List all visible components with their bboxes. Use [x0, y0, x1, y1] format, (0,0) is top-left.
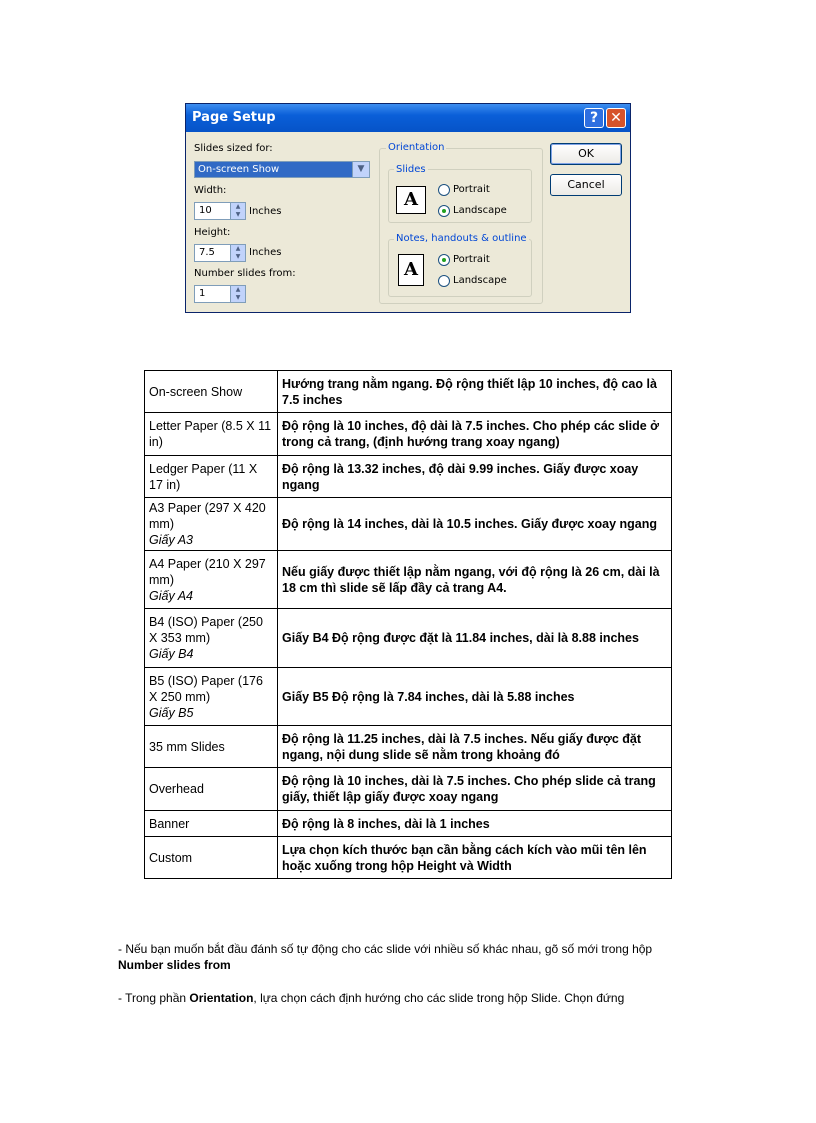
table-row: [145, 837, 672, 879]
notes-group-label: Notes, handouts & outline: [396, 233, 527, 244]
slides-landscape-radio[interactable]: [438, 205, 450, 217]
paragraph-bold: Orientation: [189, 991, 254, 1005]
notes-portrait-radio[interactable]: [438, 254, 450, 266]
slides-sized-for-label: Slides sized for:: [194, 143, 273, 154]
paper-name-cell: [145, 726, 278, 768]
width-label: Width:: [194, 185, 227, 196]
table-row: [145, 726, 672, 768]
paper-name: Letter Paper (8.5 X 11 in): [149, 419, 272, 449]
paper-name: On-screen Show: [149, 384, 243, 399]
paper-description-cell: Hướng trang nằm ngang. Độ rộng thiết lập 10 inches, độ cao là 7.5 inches: [278, 371, 672, 413]
paper-name-cell: [145, 668, 278, 726]
paper-note: Giấy A3: [149, 533, 194, 547]
slides-group-label: Slides: [396, 164, 426, 175]
table-row: [145, 456, 672, 498]
notes-landscape-label[interactable]: Landscape: [453, 275, 507, 286]
page-setup-dialog: [185, 103, 631, 313]
close-button[interactable]: ✕: [606, 108, 626, 128]
slides-landscape-label[interactable]: Landscape: [453, 205, 507, 216]
paper-name-cell: [145, 811, 278, 837]
table-row: [145, 498, 672, 551]
height-value: 7.5: [199, 247, 215, 258]
paper-name-cell: [145, 371, 278, 413]
width-unit: Inches: [249, 206, 282, 217]
paragraph-text: , lựa chọn cách định hướng cho các slide trong hộp Slide. Chọn đứng: [253, 991, 625, 1005]
paper-name: Custom: [149, 850, 193, 865]
table-row: [145, 551, 672, 609]
table-row: [145, 768, 672, 811]
slides-sized-for-select[interactable]: [194, 161, 370, 178]
paragraph-number-slides: [118, 941, 698, 973]
paragraph-bold: Number slides from: [118, 958, 231, 972]
portrait-a-icon: A: [398, 254, 424, 286]
paper-name: Overhead: [149, 782, 204, 796]
paper-description-cell: Độ rộng là 10 inches, độ dài là 7.5 inches. Cho phép các slide ở trong cả trang, (định hướng trang xoay ngang): [278, 413, 672, 456]
paper-description-cell: Độ rộng là 8 inches, dài là 1 inches: [278, 811, 672, 837]
paper-description-cell: Giấy B4 Độ rộng được đặt là 11.84 inches, dài là 8.88 inches: [278, 609, 672, 668]
paper-name-cell: [145, 413, 278, 456]
slides-sized-for-value: On-screen Show: [198, 164, 280, 175]
dialog-title: Page Setup: [192, 110, 276, 125]
landscape-a-icon: A: [396, 186, 426, 214]
paper-size-table: [144, 370, 672, 879]
slides-portrait-label[interactable]: Portrait: [453, 184, 490, 195]
paper-name: A4 Paper (210 X 297 mm): [149, 556, 266, 587]
cancel-button[interactable]: Cancel: [550, 174, 622, 196]
paper-description-cell: Nếu giấy được thiết lập nằm ngang, với độ rộng là 26 cm, dài là 18 cm thì slide sẽ lấp đầy cả trang A4.: [278, 551, 672, 609]
table-row: [145, 371, 672, 413]
dialog-titlebar: [186, 104, 630, 132]
table-row: [145, 413, 672, 456]
paragraph-orientation: [118, 990, 698, 1006]
paragraph-text: - Nếu bạn muốn bắt đầu đánh số tự động cho các slide với nhiều số khác nhau, gõ số mới trong hộp: [118, 942, 653, 956]
paper-name: A3 Paper (297 X 420 mm): [149, 501, 266, 531]
paragraph-text: - Trong phần: [118, 991, 190, 1005]
table-row: [145, 668, 672, 726]
height-unit: Inches: [249, 247, 282, 258]
height-label: Height:: [194, 227, 231, 238]
orientation-label: Orientation: [388, 142, 445, 153]
paper-name-cell: [145, 456, 278, 498]
height-spinner[interactable]: [194, 244, 246, 262]
paper-name: Banner: [149, 816, 190, 831]
slides-portrait-radio[interactable]: [438, 184, 450, 196]
notes-portrait-label[interactable]: Portrait: [453, 254, 490, 265]
number-slides-value: 1: [199, 288, 206, 299]
paper-name-cell: [145, 837, 278, 879]
paper-name: 35 mm Slides: [149, 739, 225, 754]
paper-name: B4 (ISO) Paper (250 X 353 mm): [149, 615, 263, 645]
paper-description-cell: Giấy B5 Độ rộng là 7.84 inches, dài là 5.88 inches: [278, 668, 672, 726]
paper-name: Ledger Paper (11 X 17 in): [149, 461, 258, 492]
paper-name-cell: [145, 609, 278, 668]
help-button[interactable]: ?: [584, 108, 604, 128]
number-slides-label: Number slides from:: [194, 268, 296, 279]
spin-arrows-icon[interactable]: ▲ ▼: [230, 203, 245, 219]
ok-button[interactable]: OK: [550, 143, 622, 165]
paper-description-cell: Độ rộng là 11.25 inches, dài là 7.5 inches. Nếu giấy được đặt ngang, nội dung slide sẽ nằm trong khoảng đó: [278, 726, 672, 768]
paper-note: Giấy B5: [149, 705, 194, 720]
paper-note: Giấy B4: [149, 647, 194, 661]
notes-landscape-radio[interactable]: [438, 275, 450, 287]
number-slides-spinner[interactable]: [194, 285, 246, 303]
width-spinner[interactable]: [194, 202, 246, 220]
paper-description-cell: Lựa chọn kích thước bạn cần bằng cách kích vào mũi tên lên hoặc xuống trong hộp Height và Width: [278, 837, 672, 879]
paper-description-cell: Độ rộng là 13.32 inches, độ dài 9.99 inches. Giấy được xoay ngang: [278, 456, 672, 498]
paper-note: Giấy A4: [149, 588, 194, 603]
spin-arrows-icon[interactable]: ▲ ▼: [230, 245, 245, 261]
paper-name: B5 (ISO) Paper (176 X 250 mm): [149, 673, 263, 704]
paper-description-cell: Độ rộng là 10 inches, dài là 7.5 inches. Cho phép slide cả trang giấy, thiết lập giấy được xoay ngang: [278, 768, 672, 811]
table-row: [145, 811, 672, 837]
paper-name-cell: [145, 768, 278, 811]
width-value: 10: [199, 205, 212, 216]
paper-name-cell: [145, 551, 278, 609]
paper-name-cell: [145, 498, 278, 551]
paper-description-cell: Độ rộng là 14 inches, dài là 10.5 inches. Giấy được xoay ngang: [278, 498, 672, 551]
spin-arrows-icon[interactable]: ▲ ▼: [230, 286, 245, 302]
chevron-down-icon[interactable]: ▼: [352, 162, 369, 177]
table-row: [145, 609, 672, 668]
